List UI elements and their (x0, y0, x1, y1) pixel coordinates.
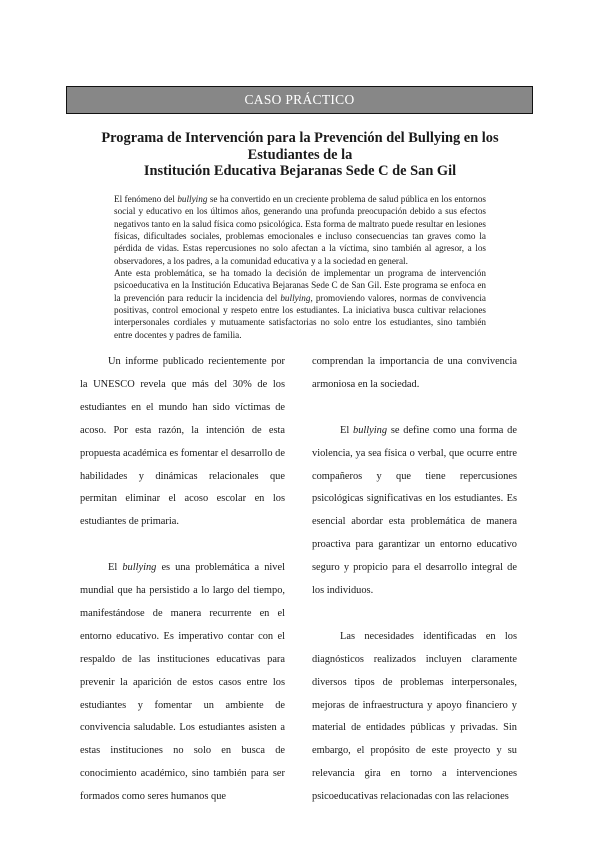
abstract-paragraph (114, 193, 486, 267)
body-text: El (340, 424, 353, 436)
body-paragraph: Las necesidades identificadas en los diagnósticos realizados incluyen claramente diversos tipos de problemas interpersonales, mejoras de infraestructura y apoyo financiero y material de entidades públicas y privadas. Sin embargo, el propósito de este proyecto y su relevancia gira en torno a intervenciones psicoeducativas relacionadas con las relaciones (312, 630, 517, 803)
article-title (80, 130, 520, 180)
article-title-line-2: Estudiantes de la (247, 146, 353, 163)
body-column-left (80, 351, 285, 809)
body-paragraph (80, 557, 285, 809)
body-text: se define como una forma de violencia, ya sea física o verbal, que ocurre entre compañeros y que tiene repercusiones psicológicas significativas en los estudiantes. Es esencial abordar esta problemática de manera proactiva para garantizar un entorno educativo seguro y propicio para el desarrollo integral de los individuos. (312, 424, 517, 597)
paragraph-gap (80, 534, 285, 557)
paragraph-gap (312, 603, 517, 626)
abstract-text: , promoviendo valores, normas de convivencia positivas, control emocional y respeto entre los estudiantes. La iniciativa busca cultivar relaciones interpersonales cordiales y mutuamente satisfactorias no solo entre los estudiantes, sino también entre docentes y padres de familia. (114, 292, 486, 340)
abstract-text: Ante esta problemática, se ha tomado la decisión de implementar un programa de intervención psicoeducativa en la Institución Educativa Bejaranas Sede C de San Gil. Este programa se enfoca en la prevención para reducir la incidencia del (114, 268, 486, 303)
body-emphasis: bullying (122, 562, 157, 574)
body-emphasis: bullying (353, 424, 388, 436)
body-text: es una problemática a nivel mundial que ha persistido a lo largo del tiempo, manifestándose de manera recurrente en el entorno educativo. Es imperativo contar con el respaldo de las instituciones educativas para prevenir la aparición de estos casos entre los estudiantes y fomentar un ambiente de convivencia saludable. Los estudiantes asisten a estas instituciones no solo en busca de conocimiento académico, sino también para ser formados como seres humanos que (80, 562, 285, 803)
body-paragraph: Un informe publicado recientemente por la UNESCO revela que más del 30% de los estudiantes en el mundo han sido víctimas de acoso. Por esta razón, la intención de esta propuesta académica es fomentar el desarrollo de habilidades y dinámicas relacionales que permitan eliminar el acoso escolar en los estudiantes de primaria. (80, 356, 285, 528)
abstract (114, 193, 486, 341)
article-title-line-1: Programa de Intervención para la Prevención del Bullying en los (101, 130, 499, 146)
abstract-text: se ha convertido en un creciente problema de salud pública en los entornos social y educativo en los últimos años, generando una profunda preocupación debido a sus efectos negativos tanto en la salud física como psicológica. Esta forma de maltrato puede resultar en lesiones físicas, dificultades sociales, problemas emocionales e incluso consecuencias tan graves como la pérdida de vidas. Estas repercusiones no solo afectan a la víctima, sino también al agresor, a los observadores, a los padres, a la comunidad educativa y a la sociedad en general. (114, 194, 486, 266)
section-banner (66, 86, 533, 114)
abstract-emphasis: bullying (177, 194, 208, 204)
paragraph-gap (312, 397, 517, 420)
abstract-emphasis: bullying (280, 292, 311, 303)
section-banner-label: CASO PRÁCTICO (244, 92, 355, 107)
article-title-line-3: Institución Educativa Bejaranas Sede C de San Gil (143, 163, 457, 179)
abstract-text: El fenómeno del (114, 194, 178, 204)
body-column-right (312, 351, 517, 809)
body-paragraph-continued: comprendan la importancia de una convivencia armoniosa en la sociedad. (312, 356, 517, 390)
body-text: El (108, 562, 123, 574)
body-paragraph (312, 420, 517, 603)
abstract-paragraph (114, 267, 486, 341)
